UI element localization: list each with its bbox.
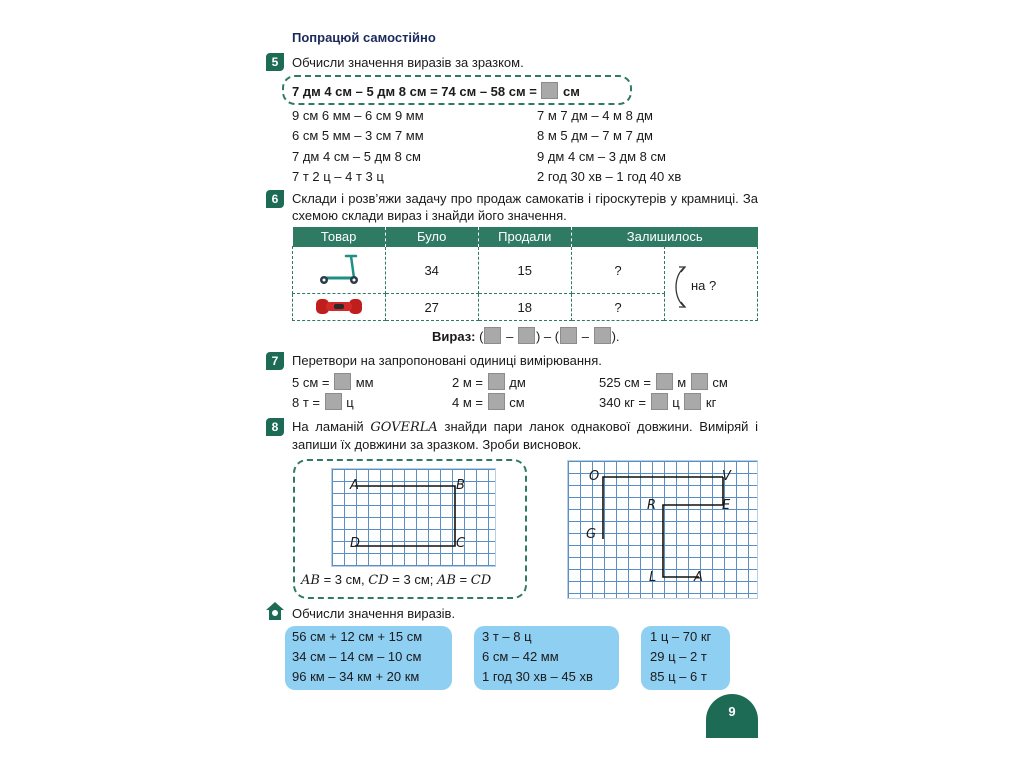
answer-box[interactable] xyxy=(656,373,673,390)
answer-box[interactable] xyxy=(560,327,577,344)
homework-card-2 xyxy=(474,626,619,690)
task-6-badge: 6 xyxy=(266,190,284,208)
point-label: E xyxy=(722,498,731,513)
minus: – xyxy=(581,329,589,344)
expression-item: 1 год 30 хв – 45 хв xyxy=(482,669,593,684)
zalyshylos-cell: ? xyxy=(571,247,664,294)
point-label: C xyxy=(456,536,466,551)
expression-item: 3 т – 8 ц xyxy=(482,629,532,644)
task-5-left-column xyxy=(292,106,424,187)
point-label: O xyxy=(589,469,600,484)
expression-item: 8 м 5 дм – 7 м 7 дм xyxy=(537,128,653,144)
task-7-badge: 7 xyxy=(266,352,284,370)
expression-item: 9 см 6 мм – 6 см 9 мм xyxy=(292,108,424,123)
task-7-instruction: Перетвори на запропоновані одиниці вимірювання. xyxy=(292,353,602,368)
compare-label: на ? xyxy=(690,278,717,293)
expression-line xyxy=(432,327,620,345)
homework-instruction: Обчисли значення виразів. xyxy=(292,606,456,621)
example-left: 7 дм 4 см – 5 дм 8 см = 74 см – 58 см = xyxy=(292,84,537,99)
expression-item: 7 дм 4 см – 5 дм 8 см xyxy=(292,148,421,164)
expression-item: 2 год 30 хв – 1 год 40 хв xyxy=(537,168,682,184)
answer-box[interactable] xyxy=(488,373,505,390)
answer-box[interactable] xyxy=(488,393,505,410)
point-label: L xyxy=(649,570,657,585)
homework-card-1 xyxy=(285,626,452,690)
house-icon xyxy=(265,601,285,621)
hoverboard-icon xyxy=(314,296,364,316)
task-6-text: Склади і розв’яжи задачу про продаж самокатів і гіроскутерів у крамниці. За схемою склади вираз і знайди його значення. xyxy=(292,191,758,223)
minus-paren: ) – ( xyxy=(535,329,560,344)
answer-box[interactable] xyxy=(484,327,501,344)
point-label: B xyxy=(456,478,465,493)
page-number: 9 xyxy=(728,704,736,719)
expression-item: 1 ц – 70 кг xyxy=(650,629,712,644)
conversion-item: 525 см = м см xyxy=(599,375,728,390)
expression-item: 7 т 2 ц – 4 т 3 ц xyxy=(292,168,384,184)
column-header: Товар xyxy=(293,227,386,247)
column-header: Залишилось xyxy=(571,227,757,247)
zalyshylos-cell: ? xyxy=(571,294,664,321)
expression-item: 6 см 5 мм – 3 см 7 мм xyxy=(292,128,424,144)
section-title: Попрацюй самостійно xyxy=(292,30,436,45)
expression-item: 29 ц – 2 т xyxy=(650,649,707,664)
task-5-right-column xyxy=(537,106,681,187)
task-8-badge: 8 xyxy=(266,418,284,436)
task-5-instruction: Обчисли значення виразів за зразком. xyxy=(292,55,524,70)
task-7-col2 xyxy=(452,373,526,413)
answer-box[interactable] xyxy=(325,393,342,410)
curved-arrow-icon xyxy=(671,263,693,311)
scooter-icon xyxy=(315,252,363,286)
conversion-item: 2 м = дм xyxy=(452,375,526,390)
item-cell xyxy=(293,247,386,294)
bulo-cell: 27 xyxy=(385,294,478,321)
example-expression xyxy=(292,82,580,100)
paren-close: ). xyxy=(611,329,620,344)
point-label: R xyxy=(647,498,657,513)
example-frame xyxy=(282,75,632,105)
point-label: A xyxy=(350,478,359,493)
page-number-tab xyxy=(706,694,758,738)
conversion-item: 5 см = мм xyxy=(292,375,374,390)
bulo-cell: 34 xyxy=(385,247,478,294)
task-7-col3 xyxy=(599,373,728,413)
item-cell xyxy=(293,294,386,321)
expression-item: 85 ц – 6 т xyxy=(650,669,707,684)
conversion-item: 340 кг = ц кг xyxy=(599,395,717,410)
answer-box[interactable] xyxy=(691,373,708,390)
prodaly-cell: 18 xyxy=(478,294,571,321)
answer-box[interactable] xyxy=(541,82,558,99)
conversion-item: 8 т = ц xyxy=(292,395,354,410)
table-row xyxy=(293,247,758,294)
goverla-word: GOVERLA xyxy=(370,420,438,435)
expression-item: 56 см + 12 см + 15 см xyxy=(292,629,423,644)
expression-item: 7 м 7 дм – 4 м 8 дм xyxy=(537,108,653,123)
point-label: A xyxy=(694,570,703,585)
table-header-row xyxy=(293,227,758,247)
expression-label: Вираз: xyxy=(432,329,476,344)
answer-box[interactable] xyxy=(651,393,668,410)
point-label: G xyxy=(586,527,597,542)
prodaly-cell: 15 xyxy=(478,247,571,294)
minus: – xyxy=(506,329,514,344)
expression-item: 96 км – 34 км + 20 км xyxy=(292,669,420,684)
conversion-item: 4 м = см xyxy=(452,395,525,410)
homework-card-3 xyxy=(641,626,730,690)
task-5-badge: 5 xyxy=(266,53,284,71)
example-unit: см xyxy=(563,84,580,99)
answer-box[interactable] xyxy=(684,393,701,410)
sales-table xyxy=(292,227,758,321)
compare-cell xyxy=(664,247,757,321)
answer-box[interactable] xyxy=(594,327,611,344)
answer-box[interactable] xyxy=(518,327,535,344)
sample-caption: AB = 3 см, CD = 3 см; AB = CD xyxy=(301,572,492,588)
expression-item: 34 см – 14 см – 10 см xyxy=(292,649,422,664)
expression-item: 6 см – 42 мм xyxy=(482,649,559,664)
column-header: Було xyxy=(385,227,478,247)
expression-item: 9 дм 4 см – 3 дм 8 см xyxy=(537,148,666,164)
task-8-text: На ламаній GOVERLA знайди пари ланок однакової довжини. Виміряй і запиши їх довжини за зразком. Зроби висновок. xyxy=(292,419,758,452)
answer-box[interactable] xyxy=(334,373,351,390)
point-label: D xyxy=(350,536,361,551)
task-7-col1 xyxy=(292,373,374,413)
paren: ( xyxy=(479,329,484,344)
column-header: Продали xyxy=(478,227,571,247)
point-label: V xyxy=(722,469,731,484)
